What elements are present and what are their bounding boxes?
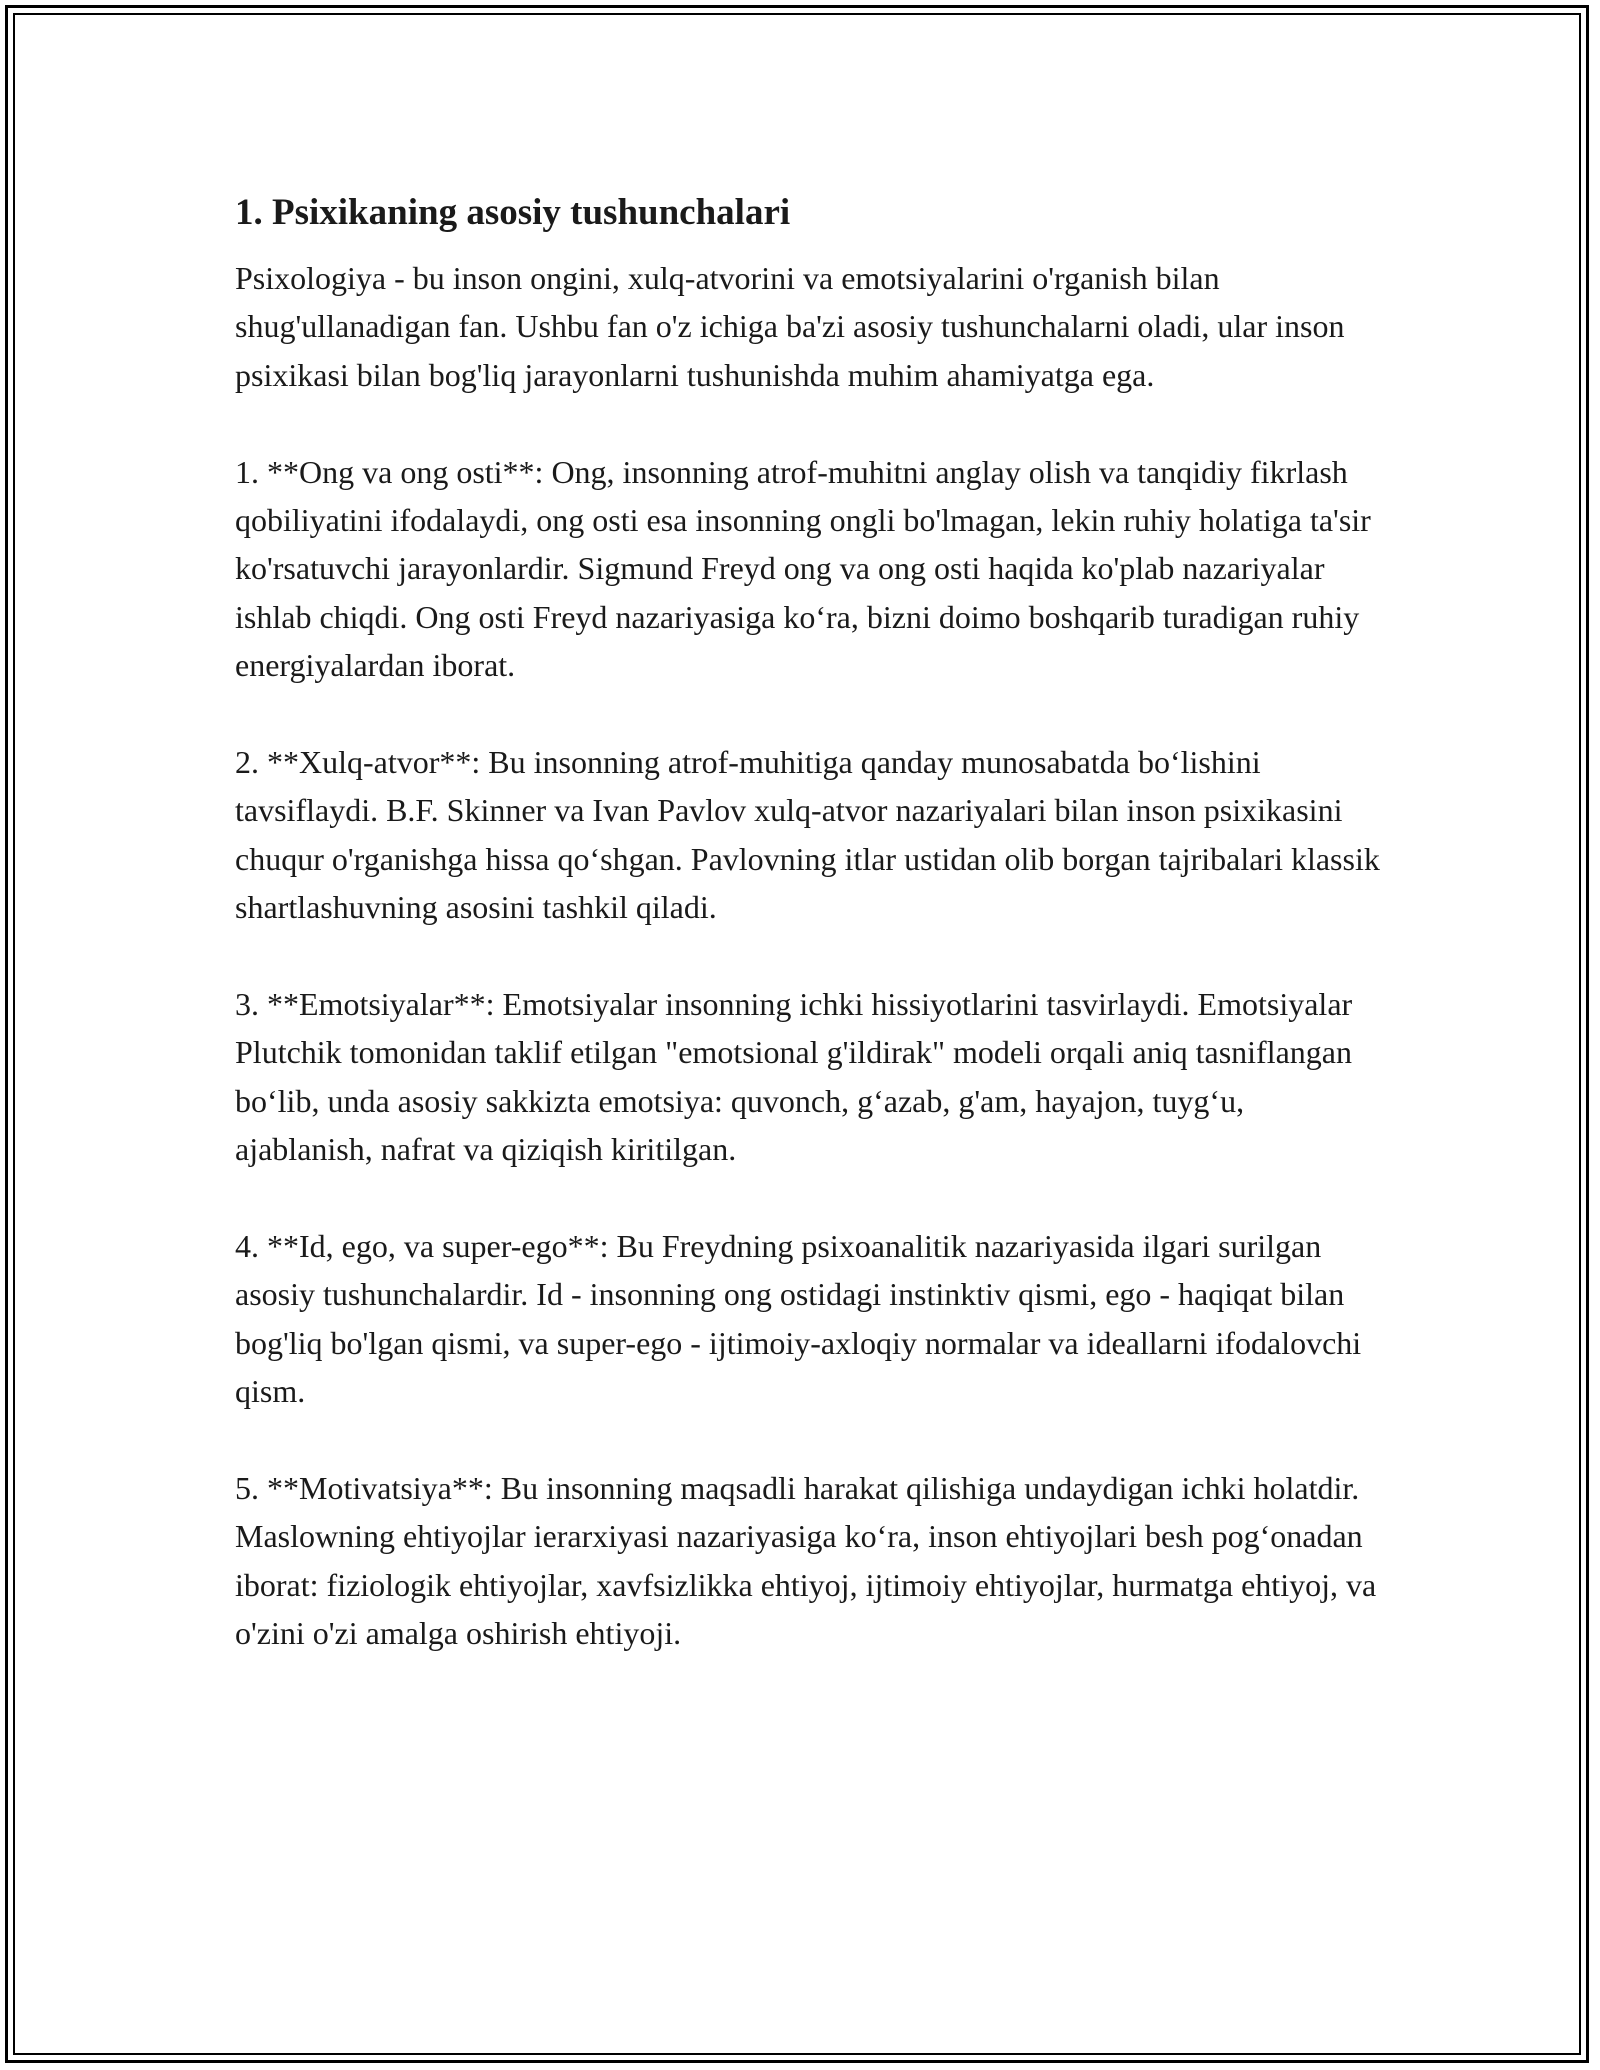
document-title: 1. Psixikaning asosiy tushunchalari: [235, 192, 791, 233]
paragraph-xulq-atvor: 2. **Xulq-atvor**: Bu insonning atrof-muhitiga qanday munosabatda bo‘lishini tavsiflaydi. B.F. Skinner va Ivan Pavlov xulq-atvor nazariyalari bilan inson psixikasini chuqur o'rganishga hissa qo‘shgan. Pavlovning itlar ustidan olib borgan tajribalari klassik shartlashuvning asosini tashkil qiladi.: [235, 744, 1380, 926]
paragraph-emotsiyalar: 3. **Emotsiyalar**: Emotsiyalar insonning ichki hissiyotlarini tasvirlaydi. Emotsiyalar Plutchik tomonidan taklif etilgan "emotsional g'ildirak" modeli orqali aniq tasniflangan bo‘lib, unda asosiy sakkizta emotsiya: quvonch, g‘azab, g'am, hayajon, tuyg‘u, ajablanish, nafrat va qiziqish kiritilgan.: [235, 986, 1353, 1168]
document-body: [235, 186, 1385, 1706]
intro-paragraph: Psixologiya - bu inson ongini, xulq-atvorini va emotsiyalarini o'rganish bilan shug'ullanadigan fan. Ushbu fan o'z ichiga ba'zi asosiy tushunchalarni oladi, ular inson psixikasi bilan bog'liq jarayonlarni tushunishda muhim ahamiyatga ega.: [235, 260, 1345, 393]
paragraph-ong-va-ong-osti: 1. **Ong va ong osti**: Ong, insonning atrof-muhitni anglay olish va tanqidiy fikrlash qobiliyatini ifodalaydi, ong osti esa insonning ongli bo'lmagan, lekin ruhiy holatiga ta'sir ko'rsatuvchi jarayonlardir. Sigmund Freyd ong va ong osti haqida ko'plab nazariyalar ishlab chiqdi. Ong osti Freyd nazariyasiga ko‘ra, bizni doimo boshqarib turadigan ruhiy energiyalardan iborat.: [235, 453, 1371, 684]
paragraph-id-ego-super-ego: 4. **Id, ego, va super-ego**: Bu Freydning psixoanalitik nazariyasida ilgari surilgan asosiy tushunchalardir. Id - insonning ong ostidagi instinktiv qismi, ego - haqiqat bilan bog'liq bo'lgan qismi, va super-ego - ijtimoiy-axloqiy normalar va ideallarni ifodalovchi qism.: [235, 1228, 1362, 1410]
paragraph-motivatsiya: 5. **Motivatsiya**: Bu insonning maqsadli harakat qilishiga undaydigan ichki holatdir. Maslowning ehtiyojlar ierarxiyasi nazariyasiga ko‘ra, inson ehtiyojlari besh pog‘onadan iborat: fiziologik ehtiyojlar, xavfsizlikka ehtiyoj, ijtimoiy ehtiyojlar, hurmatga ehtiyoj, va o'zini o'zi amalga oshirish ehtiyoji.: [235, 1470, 1377, 1652]
